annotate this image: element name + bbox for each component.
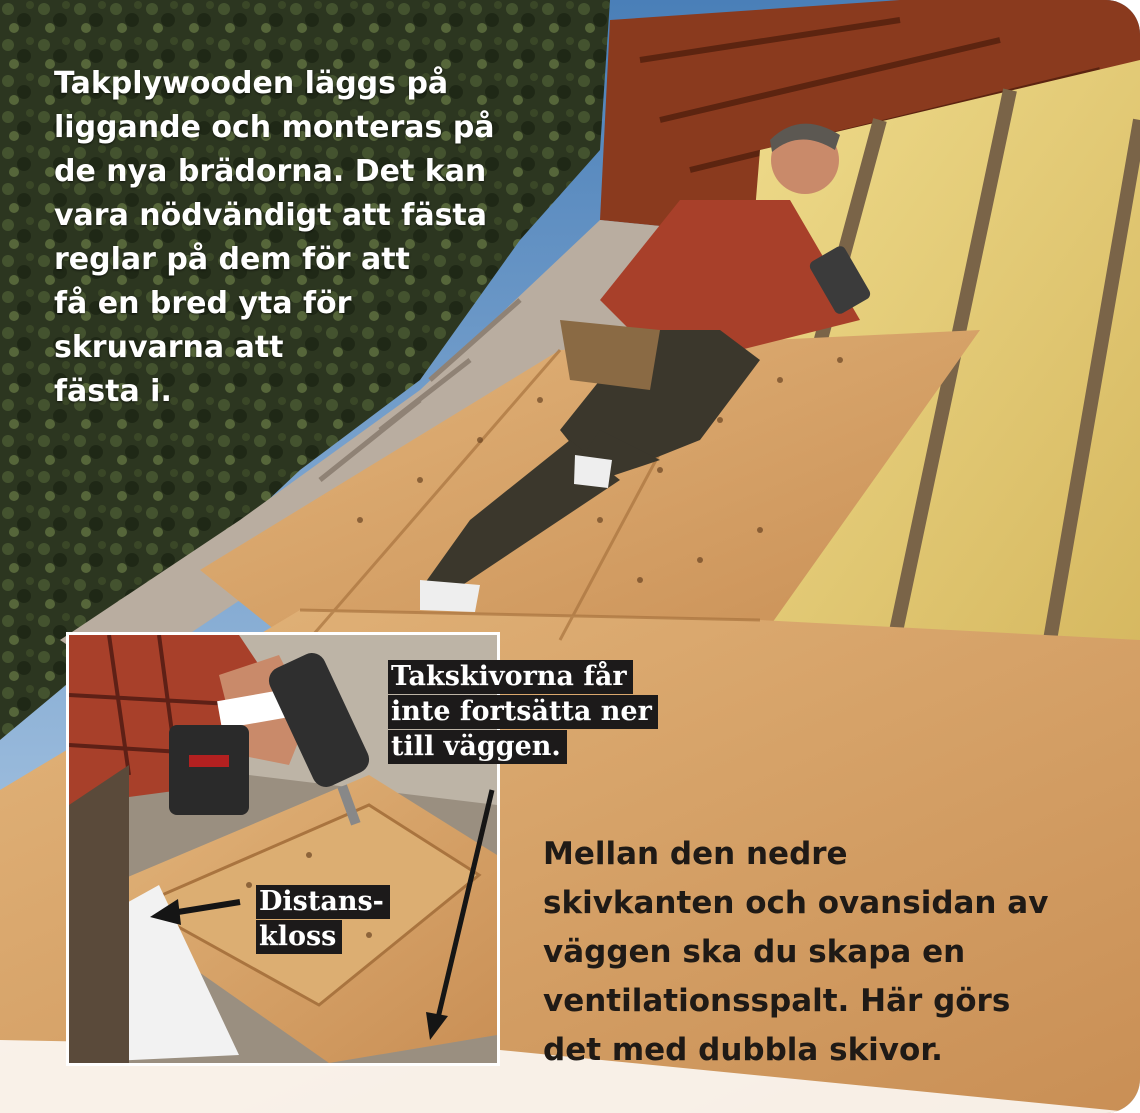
distanskloss-label <box>256 885 390 955</box>
main-caption-line: de nya brädorna. Det kan <box>54 154 487 189</box>
distanskloss-label-line: kloss <box>256 920 342 954</box>
main-caption <box>54 62 534 414</box>
main-caption-line: vara nödvändigt att fästa <box>54 198 488 233</box>
takskivorna-label <box>388 660 658 765</box>
bottom-caption <box>543 830 1103 1075</box>
main-caption-line: reglar på dem för att <box>54 242 410 277</box>
bottom-caption-line: ventilationsspalt. Här görs <box>543 983 1011 1019</box>
distanskloss-label-line: Distans- <box>256 885 390 919</box>
main-caption-line: liggande och monteras på <box>54 110 495 145</box>
bottom-caption-line: väggen ska du skapa en <box>543 934 966 970</box>
takskivorna-label-line: inte fortsätta ner <box>388 695 658 729</box>
bottom-caption-line: Mellan den nedre <box>543 836 848 872</box>
main-caption-line: skruvarna att <box>54 330 284 365</box>
main-caption-line: få en bred yta för <box>54 286 352 321</box>
main-caption-line: Takplywooden läggs på <box>54 66 449 101</box>
bottom-caption-line: det med dubbla skivor. <box>543 1032 943 1068</box>
takskivorna-label-line: Takskivorna får <box>388 660 633 694</box>
bottom-caption-line: skivkanten och ovansidan av <box>543 885 1049 921</box>
takskivorna-label-line: till väggen. <box>388 730 567 764</box>
main-caption-line: fästa i. <box>54 374 172 409</box>
